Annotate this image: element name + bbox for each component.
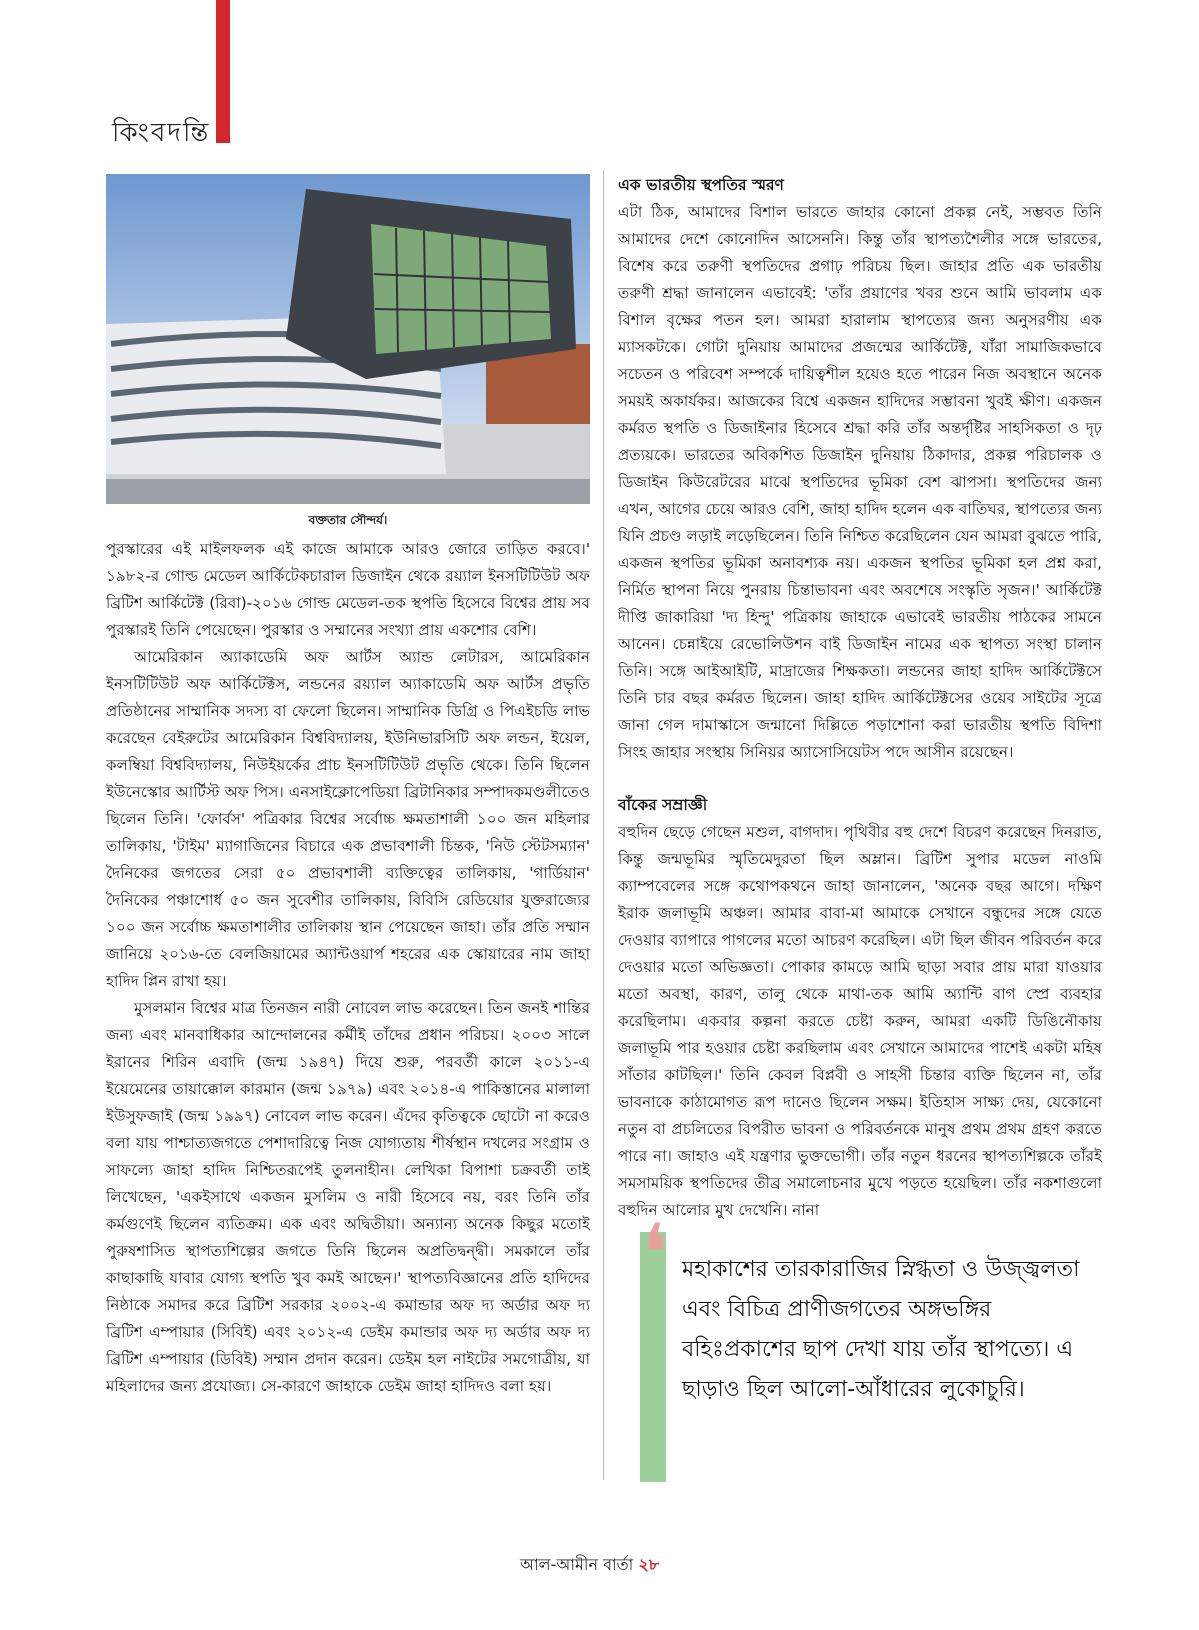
column-divider xyxy=(603,170,604,1480)
section-heading: এক ভারতীয় স্থপতির স্মরণ xyxy=(618,176,784,194)
quote-mark-icon: ❛ xyxy=(642,1207,668,1300)
paragraph: মুসলমান বিশ্বের মাত্র তিনজন নারী নোবেল লাভ করেছেন। তিন জনই শান্তির জন্য এবং মানবাধিকার আন্দোলনের কর্মীই তাঁদের প্রধান পরিচয়। ২০০৩ সালে ইরানের শিরিন এবাদি (জন্ম ১৯৪৭) দিয়ে শুরু, পরবর্তী কালে ২০১১-এ ইয়েমেনের তায়াক্কোল কারমান (জন্ম ১৯৭৯) এবং ২০১৪-এ পাকিস্তানের মালালা ইউসুফজাই (জন্ম ১৯৯৭) নোবেল লাভ করেন। এঁদের কৃতিত্বকে ছোটো না করেও বলা যায় পাশ্চাত্যজগতে পেশাদারিত্বে নিজ যোগ্যতায় শীর্ষস্থান দখলের সংগ্রাম ও সাফল্যে জাহা হাদিদ নিশ্চিতরূপেই তুলনাহীন। লেখিকা বিপাশা চক্রবর্তী তাই লিখেছেন, 'একইসাথে একজন মুসলিম ও নারী হিসেবে নয়, বরং তিনি তাঁর কর্মগুণেই ছিলেন ব্যতিক্রম। এক এবং অদ্বিতীয়া। অন্যান্য অনেক কিছুর মতোই পুরুষশাসিত স্থাপত্যশিল্পের জগতে তিনি ছিলেন অপ্রতিদ্বন্দ্বী। সমকালে তাঁর কাছাকাছি যাবার যোগ্য স্থপতি খুব কমই আছেন।' স্থাপত্যবিজ্ঞানের প্রতি হাদিদের নিষ্ঠাকে সমাদর করে ব্রিটিশ সরকার ২০০২-এ কমান্ডার অফ দ্য অর্ডার অফ দ্য ব্রিটিশ এম্পায়ার (সিবিই) এবং ২০১২-এ ডেইম কমান্ডার অফ দ্য অর্ডার অফ দ্য ব্রিটিশ এম্পায়ার (ডিবিই) সম্মান প্রদান করেন। ডেইম হল নাইটের সমগোত্রীয়, যা মহিলাদের জন্য প্রযোজ্য। সে-কারণে জাহাকে ডেইম জাহা হাদিদও বলা হয়। xyxy=(106,999,590,1395)
page-number: ২৮ xyxy=(638,1555,660,1574)
header-accent-bar xyxy=(216,0,230,143)
section-label: কিংবদন্তি xyxy=(112,118,211,148)
paragraph: এটা ঠিক, আমাদের বিশাল ভারতে জাহার কোনো প্রকল্প নেই, সম্ভবত তিনি আমাদের দেশে কোনোদিন আসেননি। কিন্তু তাঁর স্থাপত্যশৈলীর সঙ্গে ভারতের, বিশেষ করে তরুণী স্থপতিদের প্রগাঢ় পরিচয় ছিল। জাহার প্রতি এক ভারতীয় তরুণী শ্রদ্ধা জানালেন এভাবেই: 'তাঁর প্রয়াণের খবর শুনে আমি ভাবলাম এক বিশাল বৃক্ষের পতন হল। আমরা হারালাম স্থাপত্যের জন্য অনুসরণীয় এক ম্যাসকটকে। গোটা দুনিয়ায় আমাদের প্রজন্মের আর্কিটেক্ট, যাঁরা সামাজিকভাবে সচেতন ও পরিবেশ সম্পর্কে দায়িত্বশীল হয়েও হতে পারেন নিজ অবস্থানে অনেক সময়ই অকার্যকর। আজকের বিশ্বে একজন হাদিদের সম্ভাবনা খুবই ক্ষীণ। একজন কর্মরত স্থপতি ও ডিজাইনার হিসেবে শ্রদ্ধা করি তাঁর অন্তর্দৃষ্টির সাহসিকতা ও দৃঢ় প্রত্যয়কে। ভারতের অবিকশিত ডিজাইন দুনিয়ায় ঠিকাদার, প্রকল্প পরিচালক ও ডিজাইন কিউরেটরের মাঝে স্থপতিদের ভূমিকা বেশ ঝাপসা। স্থপতিদের জন্য এখন, আগের চেয়ে আরও বেশি, জাহা হাদিদ হলেন এক বাতিঘর, স্থাপত্যের জন্য যিনি প্রচণ্ড লড়াই লড়েছিলেন। তিনি নিশ্চিত করেছিলেন যেন আমরা বুঝতে পারি, একজন স্থপতির ভূমিকা অনাবশ্যক নয়। একজন স্থপতির ভূমিকা হল প্রশ্ন করা, নির্মিত স্থাপনা নিয়ে পুনরায় চিন্তাভাবনা এবং অবশেষে সংস্কৃতি সৃজন।' আর্কিটেক্ট দীপ্তি জাকারিয়া 'দ্য হিন্দু' পত্রিকায় জাহাকে এভাবেই ভারতীয় পাঠকের সামনে আনেন। চেন্নাইয়ে রেভোলিউশন বাই ডিজাইন নামের এক স্থাপত্য সংস্থা চালান তিনি। সঙ্গে আইআইটি, মাদ্রাজের শিক্ষকতা। লন্ডনের জাহা হাদিদ আর্কিটেক্টসে তিনি চার বছর কর্মরত ছিলেন। জাহা হাদিদ আর্কিটেক্টসের ওয়েব সাইটের সূত্রে জানা গেল দামাস্কাসে জন্মানো দিল্লিতে পড়াশোনা করা ভারতীয় স্থপতি বিদিশা সিংহ জাহার সংস্থায় সিনিয়র অ্যাসোসিয়েটস পদে আসীন রয়েছেন। xyxy=(618,203,1102,761)
paragraph: আমেরিকান অ্যাকাডেমি অফ আর্টস অ্যান্ড লেটারস, আমেরিকান ইনসটিটিউট অফ আর্কিটেক্টস, লন্ডনের রয়্যাল অ্যাকাডেমি অফ আর্টস প্রভৃতি প্রতিষ্ঠানের সাম্মানিক সদস্য বা ফেলো ছিলেন। সাম্মানিক ডিগ্রি ও পিএইচডি লাভ করেছেন বেইরুটের আমেরিকান বিশ্ববিদ্যালয়, ইউনিভারসিটি অফ লন্ডন, ইয়েল, কলম্বিয়া বিশ্ববিদ্যালয়, নিউইয়র্কের প্রাচ ইনসটিটিউট প্রভৃতি থেকে। তিনি ছিলেন ইউনেস্কোর আর্টিস্ট অফ পিস। এনসাইক্লোপেডিয়া ব্রিটানিকার সম্পাদকমণ্ডলীতেও ছিলেন তিনি। 'ফোর্বস' পত্রিকার বিশ্বের সর্বোচ্চ ক্ষমতাশালী ১০০ জন মহিলার তালিকায়, 'টাইম' ম্যাগাজিনের বিচারে এক প্রভাবশালী চিন্তক, 'নিউ স্টেটসম্যান' দৈনিকের জগতের সেরা ৫০ প্রভাবশালী ব্যক্তিত্বের তালিকায়, 'গার্ডিয়ান' দৈনিকের পঞ্চাশোর্ধ ৫০ জন সুবেশীর তালিকায়, বিবিসি রেডিয়োর যুক্তরাজ্যের ১০০ জন সর্বোচ্চ ক্ষমতাশালীর তালিকায় স্থান পেয়েছেন জাহা। তাঁর প্রতি সম্মান জানিয়ে ২০১৬-তে বেলজিয়ামের অ্যান্টওয়ার্প শহরের এক স্কোয়ারের নাম জাহা হাদিদ প্লিন রাখা হয়। xyxy=(106,648,590,990)
right-column xyxy=(618,172,1102,1224)
paragraph: পুরস্কারের এই মাইলফলক এই কাজে আমাকে আরও জোরে তাড়িত করবে।' ১৯৮২-র গোল্ড মেডেল আর্কিটেকচারাল ডিজাইন থেকে রয়্যাল ইনসটিটিউট অফ ব্রিটিশ আর্কিটেক্ট (রিবা)-২০১৬ গোল্ড মেডেল-তক স্থপতি হিসেবে বিশ্বের প্রায় সব পুরস্কারই তিনি পেয়েছেন। পুরস্কার ও সম্মানের সংখ্যা প্রায় একশোর বেশি। xyxy=(106,540,590,639)
page-footer xyxy=(520,1552,659,1579)
pull-quote xyxy=(640,1207,1110,1490)
pull-quote-text: মহাকাশের তারকারাজির স্নিগ্ধতা ও উজ্জ্বলতা এবং বিচিত্র প্রাণীজগতের অঙ্গভঙ্গির বহিঃপ্রকাশের ছাপ দেখা যায় তাঁর স্থাপত্যে। এ ছাড়াও ছিল আলো-আঁধারের লুকোচুরি। xyxy=(682,1257,1080,1402)
building-photo xyxy=(106,174,590,504)
photo-caption: বক্ততার সৌন্দর্য। xyxy=(308,513,388,527)
paragraph: বহুদিন ছেড়ে গেছেন মশুল, বাগদাদ। পৃথিবীর বহু দেশে বিচরণ করেছেন দিনরাত, কিন্তু জন্মভূমির স্মৃতিমেদুরতা ছিল অম্লান। ব্রিটিশ সুপার মডেল নাওমি ক্যাম্পবেলের সঙ্গে কথোপকথনে জাহা জানালেন, 'অনেক বছর আগে। দক্ষিণ ইরাক জলাভূমি অঞ্চল। আমার বাবা-মা আমাকে সেখানে বন্ধুদের সঙ্গে যেতে দেওয়ার ব্যাপারে পাগলের মতো আচরণ করেছিল। এটা ছিল জীবন পরিবর্তন করে দেওয়ার মতো অভিজ্ঞতা। পোকার কামড়ে আমি ছাড়া সবার প্রায় মারা যাওয়ার মতো অবস্থা, কারণ, তালু থেকে মাথা-তক আমি অ্যান্টি বাগ স্প্রে ব্যবহার করেছিলাম। একবার কল্পনা করতে চেষ্টা করুন, আমরা একটি ডিঙিনৌকায় জলাভূমি পার হওয়ার চেষ্টা করছিলাম এবং সেখানে আমাদের পাশেই একটা মহিষ সাঁতার কাটছিল।' তিনি কেবল বিপ্লবী ও সাহসী চিন্তার ব্যক্তি ছিলেন না, তাঁর ভাবনাকে কাঠামোগত রূপ দানেও ছিলেন সক্ষম। ইতিহাস সাক্ষ্য দেয়, যেকোনো নতুন বা প্রচলিতের বিপরীত ভাবনা ও পরিবর্তনকে মানুষ প্রথম প্রথম গ্রহণ করতে পারে না। জাহাও এই যন্ত্রণার ভুক্তভোগী। তাঁর নতুন ধরনের স্থাপত্যশিল্পকে তাঁরই সমসাময়িক স্থপতিদের তীব্র সমালোচনার মুখে পড়তে হয়েছিল। তাঁর নকশাগুলো বহুদিন আলোর মুখ দেখেনি। নানা xyxy=(618,823,1102,1219)
magazine-name: আল-আমীন বার্তা xyxy=(520,1555,634,1574)
section-heading: বাঁকের সম্রাজ্ঞী xyxy=(618,796,708,814)
left-column xyxy=(106,536,590,1400)
